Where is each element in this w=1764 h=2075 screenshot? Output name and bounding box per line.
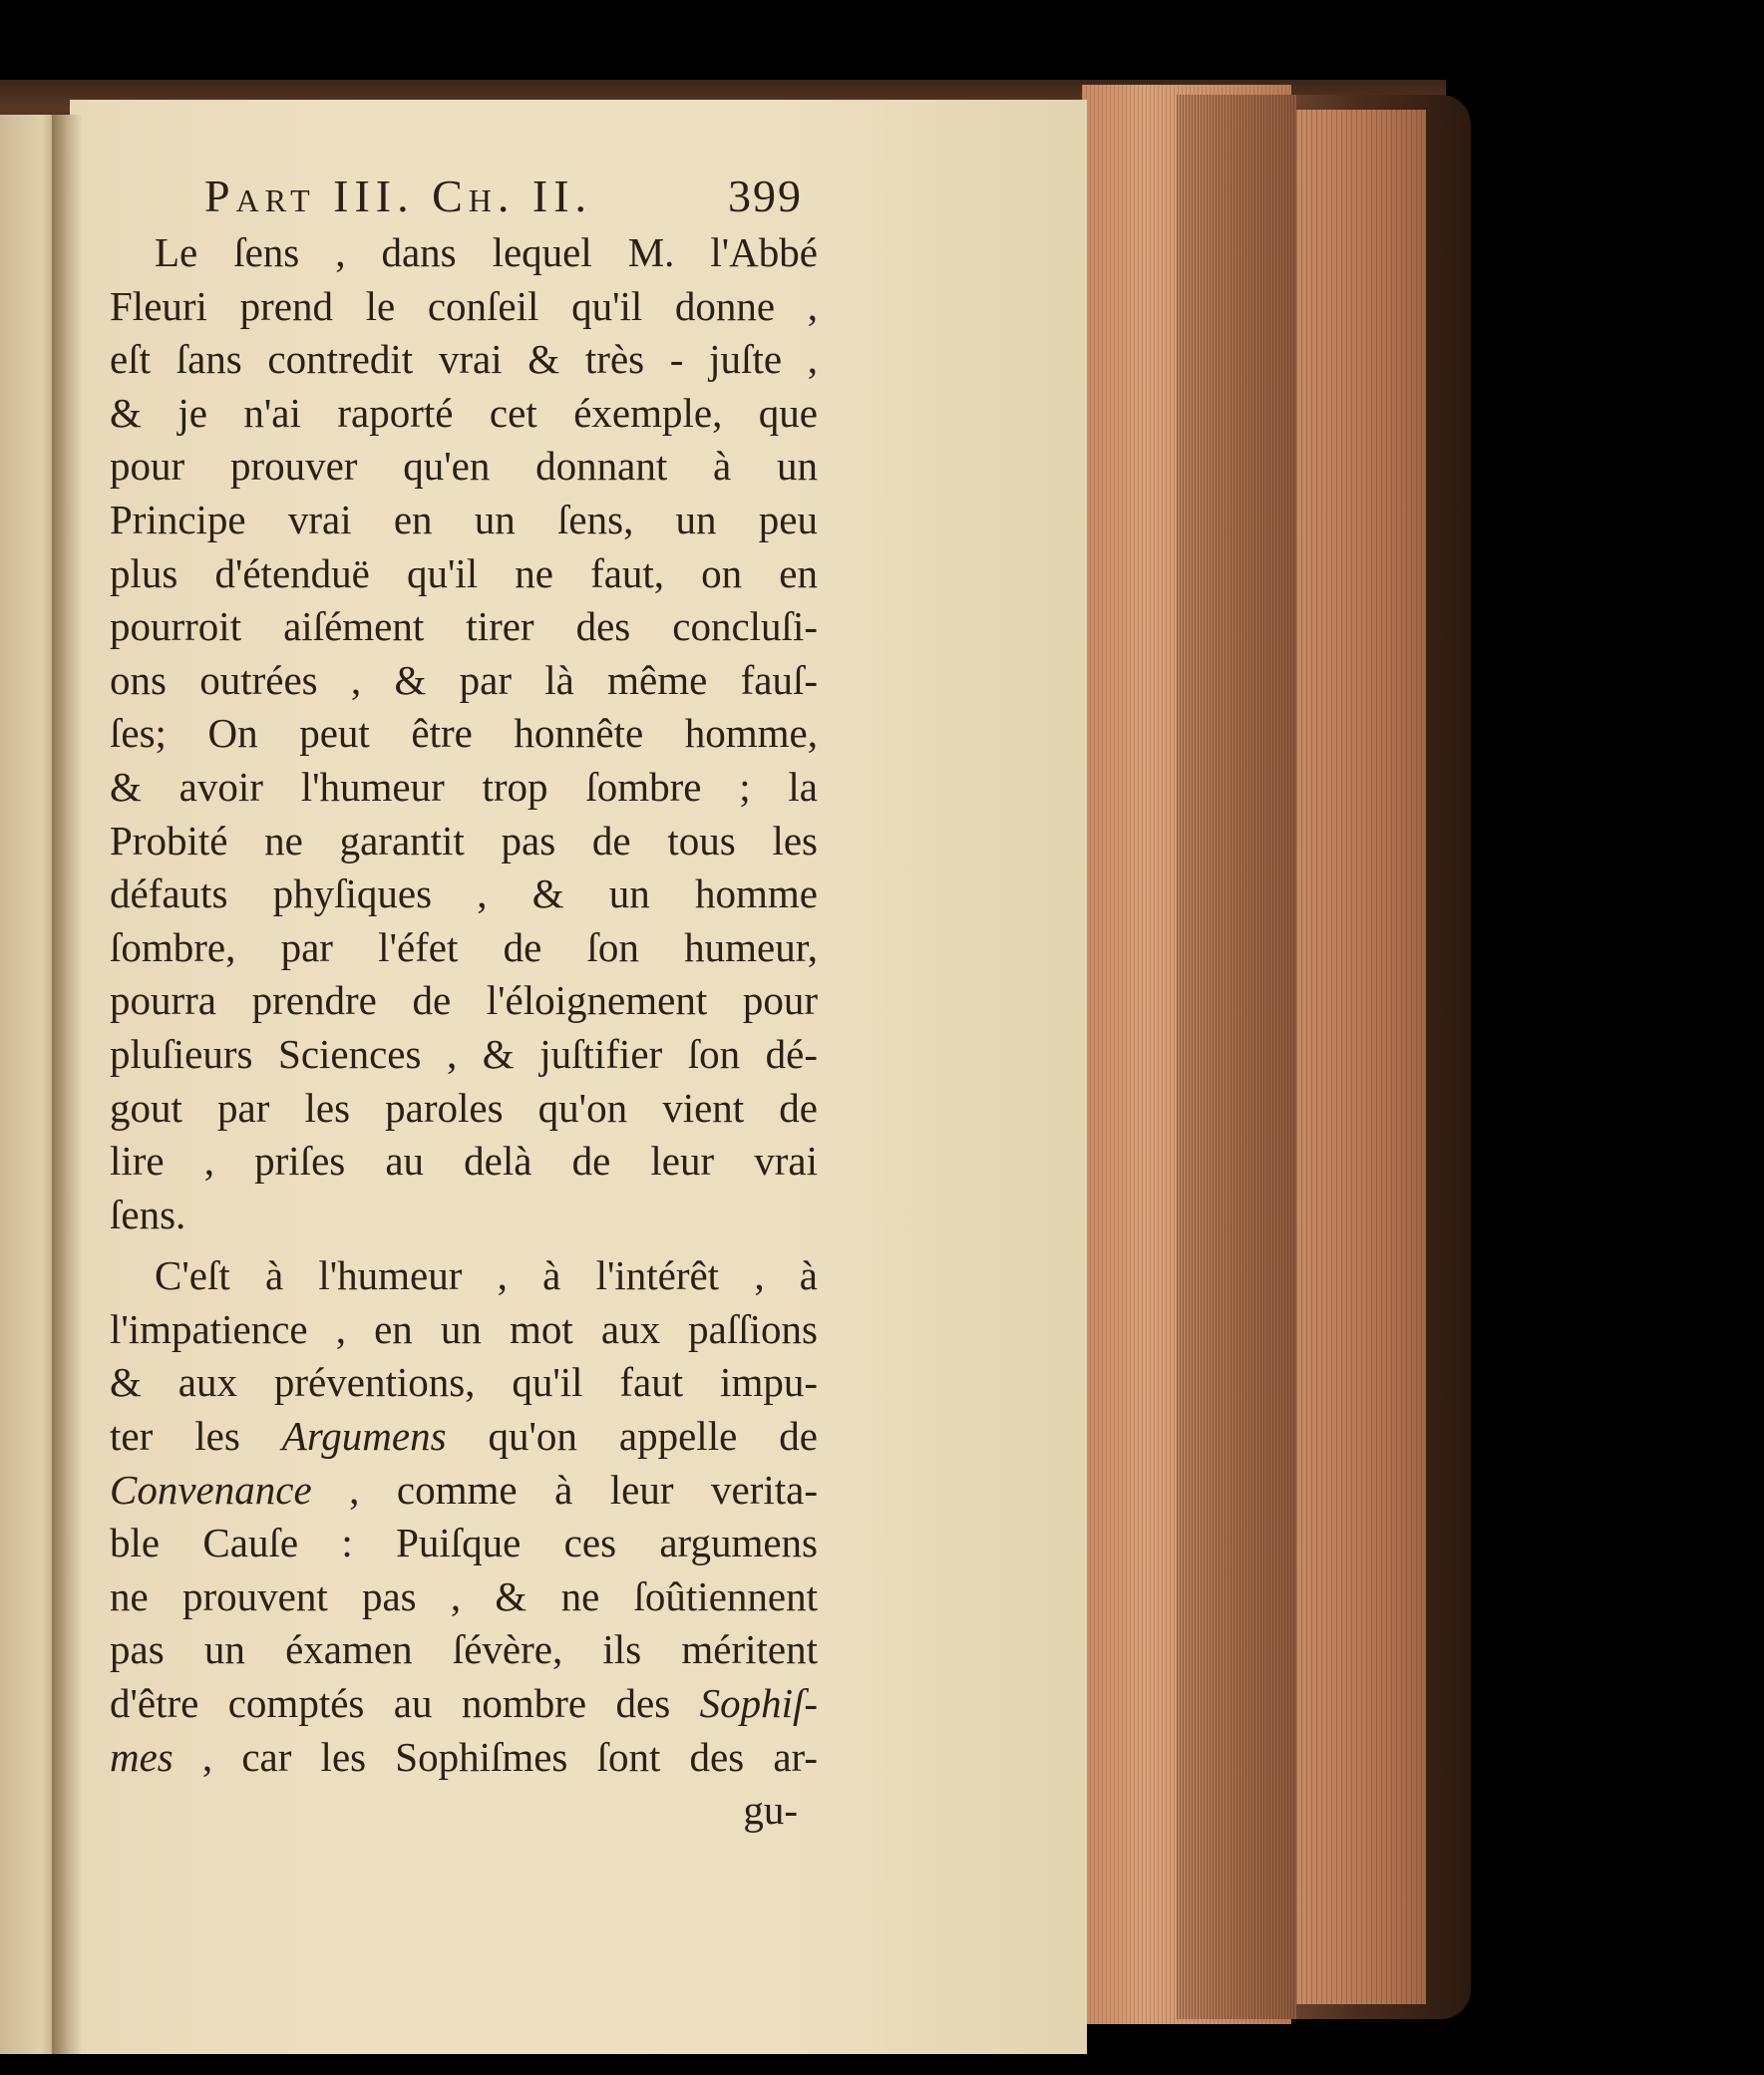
text-line: plus d'étenduë qu'il ne faut, on en	[110, 549, 818, 596]
italic-term-sophismes: Sophiſ-	[699, 1680, 818, 1727]
text-line: pour prouver qu'en donnant à un	[110, 443, 818, 490]
text-line: lire , priſes au delà de leur vrai	[110, 1138, 818, 1185]
text-line: pluſieurs Sciences , & juſtifier ſon dé-	[110, 1030, 818, 1077]
text-run: d'être comptés au nombre des	[110, 1680, 700, 1727]
paragraph-1	[110, 226, 818, 1241]
page-gutter	[52, 115, 82, 2054]
text-line: défauts phyſiques , & un homme	[110, 870, 818, 917]
text-run: qu'on appelle de	[446, 1413, 818, 1460]
text-line: gout par les paroles qu'on vient de	[110, 1084, 818, 1131]
text-line	[110, 1731, 818, 1785]
text-line: pourra prendre de l'éloignement pour	[110, 977, 818, 1024]
text-line: pas un éxamen ſévère, ils méritent	[110, 1626, 818, 1673]
text-line: & aux préventions, qu'il faut impu-	[110, 1359, 818, 1406]
text-run: ter les	[110, 1413, 282, 1460]
paragraph-2	[110, 1249, 818, 1838]
text-line: ons outrées , & par là même fauſ-	[110, 656, 818, 703]
text-line: ne prouvent pas , & ne ſoûtiennent	[110, 1572, 818, 1619]
text-line: l'impatience , en un mot aux paſſions	[110, 1305, 818, 1352]
text-line: Probité ne garantit pas de tous les	[110, 817, 818, 864]
text-run: , comme à leur verita-	[311, 1466, 818, 1513]
text-line: & avoir l'humeur trop ſombre ; la	[110, 763, 818, 810]
italic-term-argumens: Argumens	[281, 1413, 447, 1460]
page-text	[110, 170, 818, 1838]
text-line: ſes; On peut être honnête homme,	[110, 710, 818, 757]
paragraph-gap	[110, 1241, 818, 1249]
text-line: Le ſens , dans lequel M. l'Abbé	[155, 229, 818, 275]
text-line: Principe vrai en un ſens, un peu	[110, 496, 818, 542]
italic-term-convenance: Convenance	[110, 1466, 312, 1513]
text-run: , car les Sophiſmes ſont des ar-	[173, 1733, 818, 1780]
page-fore-edge-outer	[1296, 110, 1426, 2004]
running-header	[110, 170, 818, 222]
italic-term-mes: mes	[110, 1733, 174, 1780]
text-line	[110, 1410, 818, 1464]
running-title: Part III. Ch. II.	[204, 171, 593, 221]
page-number: 399	[728, 171, 803, 221]
text-line: C'eſt à l'humeur , à l'intérêt , à	[155, 1252, 818, 1299]
text-line: eſt ſans contredit vrai & très - juſte ,	[110, 336, 818, 383]
text-line	[110, 1464, 818, 1518]
text-line: ſombre, par l'éfet de ſon humeur,	[110, 923, 818, 970]
text-line: ſens.	[110, 1191, 186, 1237]
page-fore-edge-middle	[1177, 95, 1296, 2019]
text-line: ble Cauſe : Puiſque ces argumens	[110, 1520, 818, 1566]
text-line: Fleuri prend le conſeil qu'il donne ,	[110, 282, 818, 329]
facing-page-sliver	[0, 115, 60, 2054]
text-line	[110, 1677, 818, 1731]
catchword: gu-	[743, 1787, 798, 1834]
text-line: pourroit aiſément tirer des concluſi-	[110, 603, 818, 650]
text-line: & je n'ai raporté cet éxemple, que	[110, 389, 818, 436]
